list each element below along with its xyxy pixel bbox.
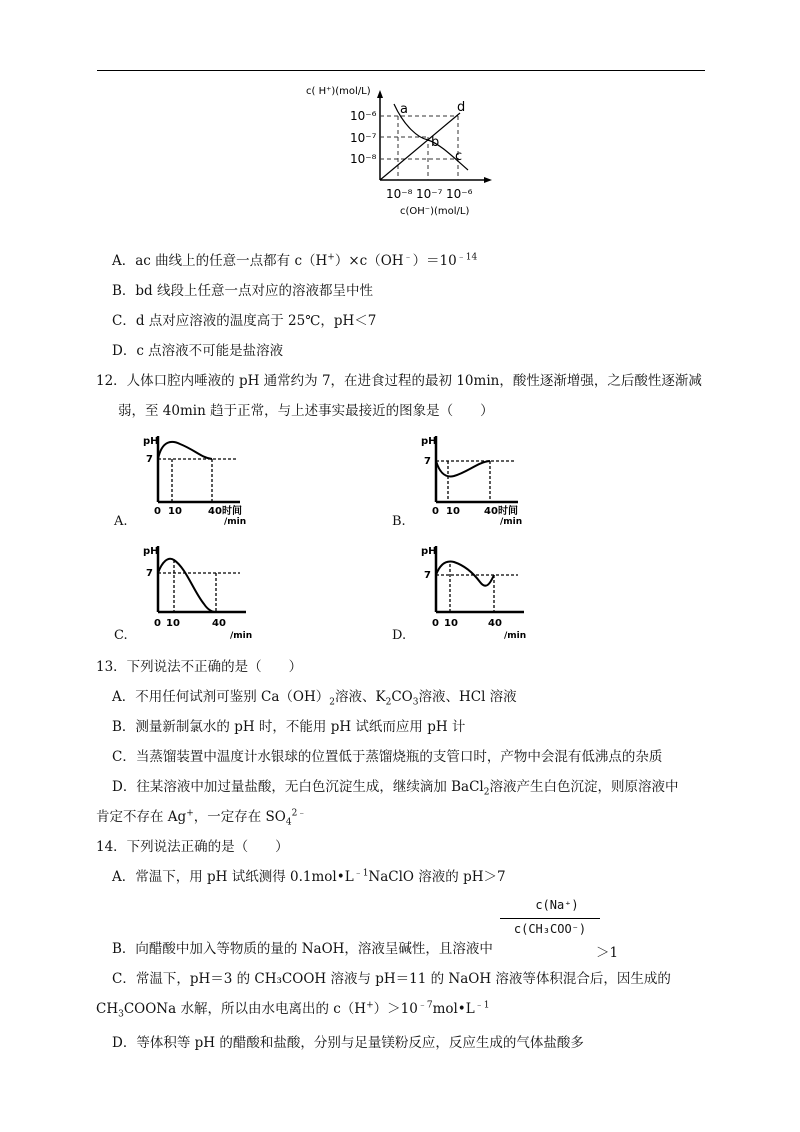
q12-stem-line1: 12．人体口腔内唾液的 pH 通常约为 7，在进食过程的最初 10min，酸性逐渐增强，之后酸性逐渐减 [96,373,702,389]
q14-option-c-line1: C．常温下，pH＝3 的 CH₃COOH 溶液与 pH＝11 的 NaOH 溶液等体积混合后，因生成的 [112,971,671,987]
q12-option-a-label: A. [114,514,128,529]
q12-option-b-label: B. [392,514,406,529]
q13-option-b: B．测量新制氯水的 pH 时，不能用 pH 试纸而应用 pH 计 [112,719,466,735]
q14-stem: 14．下列说法正确的是（ ） [96,839,289,855]
q12-graph-a [140,430,270,525]
q11-y-axis-label: c( H⁺)(mol/L) [306,86,371,97]
svg-text:pH: pH [421,436,437,447]
svg-text:/min: /min [500,517,523,525]
svg-text:7: 7 [146,568,153,579]
svg-text:10: 10 [444,618,458,629]
q14-option-b: B．向醋酸中加入等物质的量的 NaOH，溶液呈碱性，且溶液中 [112,941,493,957]
svg-text:时间: 时间 [498,506,518,517]
svg-text:10⁻⁶: 10⁻⁶ [446,187,473,201]
q12-graph-b [418,430,548,525]
point-d: d [457,100,466,115]
q11-option-a: A．ac 曲线上的任意一点都有 $c(H^+)\times c(OH^﹣)=10^{﹣14}$ [112,252,478,269]
point-a: a [400,102,408,117]
q14-option-c-line2: $CH_3COONa$ 水解，所以由水电离出的 $c(H^+)>10^{﹣7}mol•L^{﹣1}$ [96,1000,490,1020]
q13-stem: 13．下列说法不正确的是（ ） [96,659,303,675]
svg-text:0: 0 [154,618,161,629]
svg-text:10: 10 [168,506,182,517]
q13-option-d-line2: 肯定不存在 Ag+，一定存在 $SO_4^{2﹣}$ [96,808,307,828]
svg-text:pH: pH [143,546,159,557]
q11-option-d: D．c 点溶液不可能是盐溶液 [112,343,284,359]
svg-text:10: 10 [446,506,460,517]
q14-option-a: A．常温下，用 pH 试纸测得 $0.1mol•L^{﹣1}NaClO$ 溶液的 pH＞7 [112,868,506,885]
svg-text:pH: pH [421,546,437,557]
svg-text:10: 10 [166,618,180,629]
svg-text:10⁻⁸: 10⁻⁸ [386,187,413,201]
q11-graph [300,78,500,228]
svg-text:/min: /min [504,631,527,640]
svg-text:0: 0 [432,618,439,629]
q14-option-b-gt: ＞1 [596,945,619,961]
q11-option-b: B．bd 线段上任意一点对应的溶液都呈中性 [112,283,373,299]
svg-text:/min: /min [224,517,247,525]
svg-text:10⁻⁷: 10⁻⁷ [350,131,377,145]
q14-option-d: D．等体积等 pH 的醋酸和盐酸，分别与足量镁粉反应，反应生成的气体盐酸多 [112,1035,584,1051]
q11-x-axis-label: c(OH⁻)(mol/L) [400,206,470,217]
fraction-numerator: c(Na⁺) [535,898,579,912]
q12-option-c-label: C. [114,628,128,643]
svg-text:10⁻⁸: 10⁻⁸ [350,152,377,166]
q12-stem-line2: 弱，至 40min 趋于正常，与上述事实最接近的图象是（ ） [118,403,494,419]
q13-option-c: C．当蒸馏装置中温度计水银球的位置低于蒸馏烧瓶的支管口时，产物中会混有低沸点的杂质 [112,749,663,765]
svg-text:时间: 时间 [222,506,242,517]
q12-graph-c [140,540,270,640]
svg-text:/min: /min [230,631,253,640]
svg-text:10⁻⁷: 10⁻⁷ [416,187,443,201]
q11-line-bd [380,113,463,180]
svg-text:0: 0 [432,506,439,517]
svg-text:40: 40 [212,618,226,629]
q12-graph-d [418,540,548,640]
svg-text:40: 40 [488,618,502,629]
svg-text:7: 7 [424,456,431,467]
header-rule [97,70,705,71]
q13-option-d-line1: D．往某溶液中加过量盐酸，无白色沉淀生成，继续滴加 BaCl$_2$溶液产生白色沉淀，则原溶液中 [112,779,679,798]
q13-option-a: A．不用任何试剂可鉴别 $Ca(OH)_2$溶液、$K_2CO_3$溶液、HCl 溶液 [112,689,517,708]
q12-option-d-label: D. [392,628,407,643]
q11-option-c: C．d 点对应溶液的温度高于 25℃，pH＜7 [112,313,377,329]
svg-text:40: 40 [484,506,498,517]
fraction-denominator: c(CH₃COO⁻) [513,922,587,936]
svg-text:7: 7 [424,570,431,581]
svg-text:40: 40 [208,506,222,517]
svg-text:pH: pH [143,436,159,447]
svg-text:7: 7 [146,454,153,465]
svg-text:0: 0 [154,506,161,517]
fraction-bar [500,918,600,919]
svg-text:10⁻⁶: 10⁻⁶ [350,109,377,123]
point-c: c [455,149,463,164]
point-b: b [431,135,440,150]
